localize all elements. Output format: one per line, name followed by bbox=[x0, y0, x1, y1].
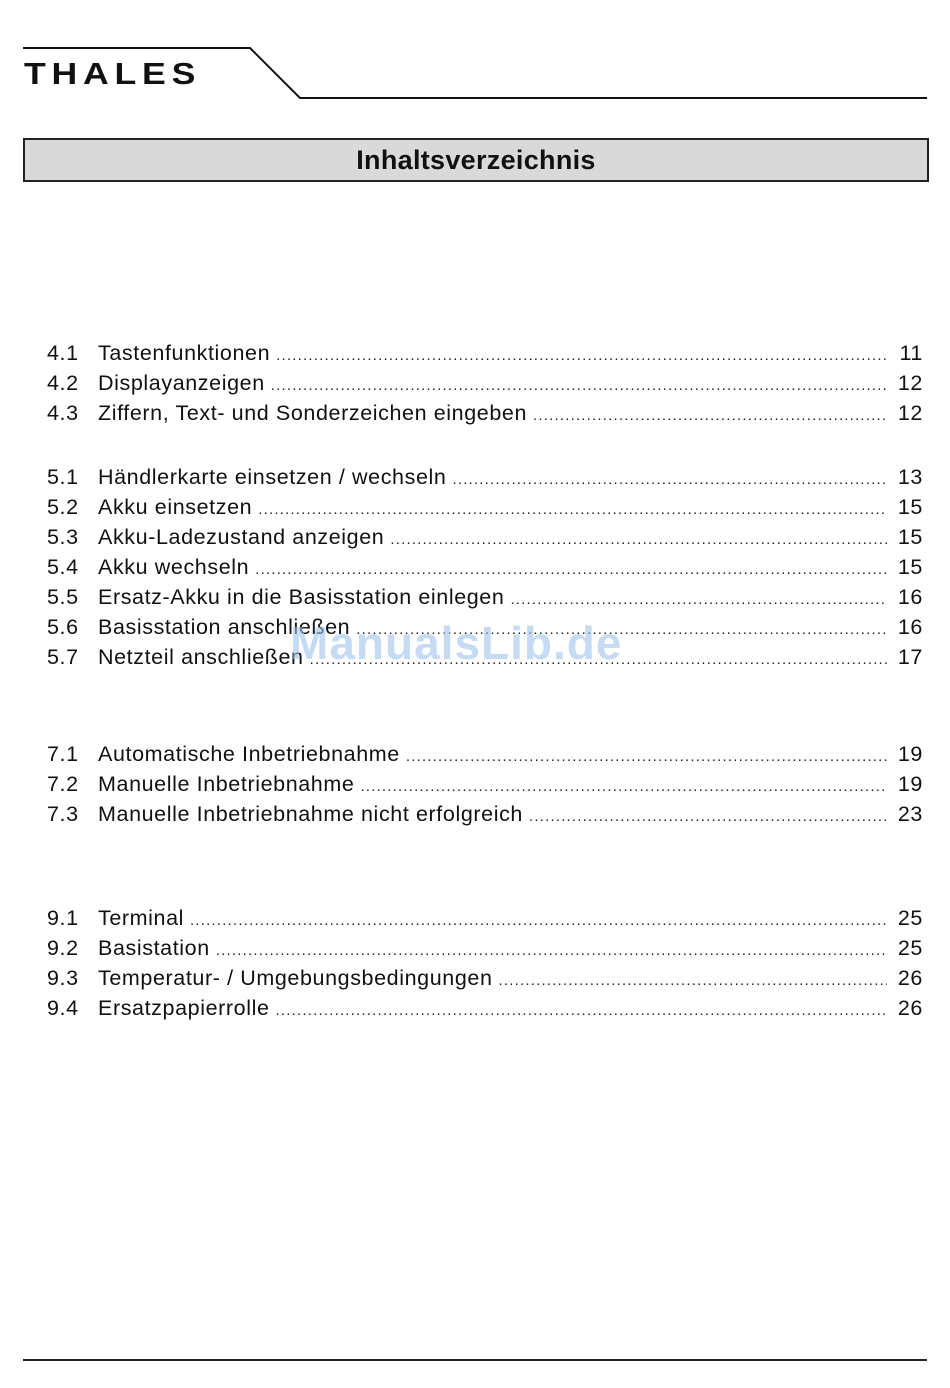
toc-entry-number: 7.1 bbox=[47, 742, 79, 766]
toc-dot-leader bbox=[360, 778, 887, 795]
toc-section-4 bbox=[47, 341, 923, 431]
toc-entry-page: 16 bbox=[897, 585, 923, 609]
toc-entry[interactable] bbox=[47, 371, 923, 401]
toc-dot-leader bbox=[529, 808, 887, 825]
toc-section-7 bbox=[47, 742, 923, 832]
toc-entry-number: 4.2 bbox=[47, 371, 79, 395]
toc-entry-title: Ersatzpapierrolle bbox=[98, 996, 270, 1020]
page-header bbox=[0, 0, 950, 110]
toc-entry-page: 15 bbox=[897, 525, 923, 549]
toc-entry-page: 25 bbox=[897, 936, 923, 960]
toc-entry-title: Manuelle Inbetriebnahme nicht erfolgreich bbox=[98, 802, 523, 826]
toc-entry-title: Tastenfunktionen bbox=[98, 341, 271, 365]
toc-dot-leader bbox=[310, 651, 887, 668]
toc-entry-title: Displayanzeigen bbox=[98, 371, 265, 395]
toc-entry-number: 5.7 bbox=[47, 645, 79, 669]
toc-entry-number: 9.3 bbox=[47, 966, 79, 990]
toc-entry[interactable] bbox=[47, 772, 923, 802]
toc-entry[interactable] bbox=[47, 936, 923, 966]
toc-dot-leader bbox=[190, 912, 887, 929]
toc-entry-page: 19 bbox=[897, 772, 923, 796]
toc-entry[interactable] bbox=[47, 495, 923, 525]
toc-entry-number: 5.1 bbox=[47, 465, 79, 489]
toc-entry-title: Terminal bbox=[98, 906, 185, 930]
toc-section-5 bbox=[47, 465, 923, 675]
toc-entry-page: 12 bbox=[897, 401, 923, 425]
toc-entry-page: 26 bbox=[897, 996, 923, 1020]
toc-entry-number: 5.5 bbox=[47, 585, 79, 609]
toc-entry-number: 9.2 bbox=[47, 936, 79, 960]
toc-entry[interactable] bbox=[47, 555, 923, 585]
toc-entry-title: Basistation bbox=[98, 936, 210, 960]
toc-entry-number: 7.3 bbox=[47, 802, 79, 826]
toc-entry-number: 9.1 bbox=[47, 906, 79, 930]
toc-entry-title: Händlerkarte einsetzen / wechseln bbox=[98, 465, 447, 489]
toc-dot-leader bbox=[276, 1002, 887, 1019]
header-rule-graphic bbox=[0, 0, 950, 110]
toc-entry-number: 5.6 bbox=[47, 615, 79, 639]
toc-entry-page: 12 bbox=[897, 371, 923, 395]
toc-entry-title: Automatische Inbetriebnahme bbox=[98, 742, 400, 766]
toc-entry-number: 9.4 bbox=[47, 996, 79, 1020]
toc-entry-page: 19 bbox=[897, 742, 923, 766]
toc-entry[interactable] bbox=[47, 525, 923, 555]
toc-entry-page: 17 bbox=[897, 645, 923, 669]
title-bar bbox=[23, 138, 929, 182]
toc-entry-title: Temperatur- / Umgebungsbedingungen bbox=[98, 966, 493, 990]
toc-dot-leader bbox=[216, 942, 887, 959]
toc-entry-title: Ziffern, Text- und Sonderzeichen eingeben bbox=[98, 401, 527, 425]
toc-entry-page: 11 bbox=[899, 341, 923, 365]
toc-entry-title: Ersatz-Akku in die Basisstation einlegen bbox=[98, 585, 505, 609]
toc-entry-page: 13 bbox=[897, 465, 923, 489]
toc-dot-leader bbox=[255, 561, 887, 578]
toc-dot-leader bbox=[452, 471, 887, 488]
toc-entry-number: 4.1 bbox=[47, 341, 79, 365]
toc-entry-number: 5.4 bbox=[47, 555, 79, 579]
toc-entry-title: Netzteil anschließen bbox=[98, 645, 304, 669]
toc-dot-leader bbox=[356, 621, 887, 638]
toc-entry-page: 23 bbox=[897, 802, 923, 826]
toc-entry[interactable] bbox=[47, 465, 923, 495]
toc-entry-page: 16 bbox=[897, 615, 923, 639]
toc-section-9 bbox=[47, 906, 923, 1026]
toc-entry-page: 26 bbox=[897, 966, 923, 990]
thales-logo: THALES bbox=[24, 56, 202, 91]
toc-entry-title: Akku einsetzen bbox=[98, 495, 253, 519]
toc-entry-title: Akku wechseln bbox=[98, 555, 250, 579]
toc-entry-number: 4.3 bbox=[47, 401, 79, 425]
toc-entry-page: 15 bbox=[897, 495, 923, 519]
toc-entry-title: Akku-Ladezustand anzeigen bbox=[98, 525, 385, 549]
toc-entry[interactable] bbox=[47, 645, 923, 675]
toc-entry-title: Basisstation anschließen bbox=[98, 615, 351, 639]
watermark: ManualsLib.de bbox=[290, 617, 623, 669]
toc-dot-leader bbox=[271, 377, 887, 394]
toc-entry[interactable] bbox=[47, 401, 923, 431]
toc-entry[interactable] bbox=[47, 585, 923, 615]
toc-entry[interactable] bbox=[47, 341, 923, 371]
footer-rule bbox=[23, 1359, 927, 1361]
page-title: Inhaltsverzeichnis bbox=[356, 144, 596, 175]
toc-entry[interactable] bbox=[47, 906, 923, 936]
toc-entry[interactable] bbox=[47, 742, 923, 772]
toc-entry[interactable] bbox=[47, 996, 923, 1026]
toc-entry[interactable] bbox=[47, 966, 923, 996]
toc-dot-leader bbox=[258, 501, 887, 518]
toc-entry-page: 25 bbox=[897, 906, 923, 930]
toc-dot-leader bbox=[499, 972, 888, 989]
toc-dot-leader bbox=[406, 748, 887, 765]
toc-entry-number: 7.2 bbox=[47, 772, 79, 796]
toc-dot-leader bbox=[390, 531, 887, 548]
toc-dot-leader bbox=[276, 347, 887, 364]
toc-dot-leader bbox=[510, 591, 887, 608]
toc-entry-page: 15 bbox=[897, 555, 923, 579]
toc-entry-number: 5.2 bbox=[47, 495, 79, 519]
toc-entry-number: 5.3 bbox=[47, 525, 79, 549]
toc-entry-title: Manuelle Inbetriebnahme bbox=[98, 772, 355, 796]
toc-entry[interactable] bbox=[47, 802, 923, 832]
toc-dot-leader bbox=[533, 407, 887, 424]
toc-entry[interactable] bbox=[47, 615, 923, 645]
